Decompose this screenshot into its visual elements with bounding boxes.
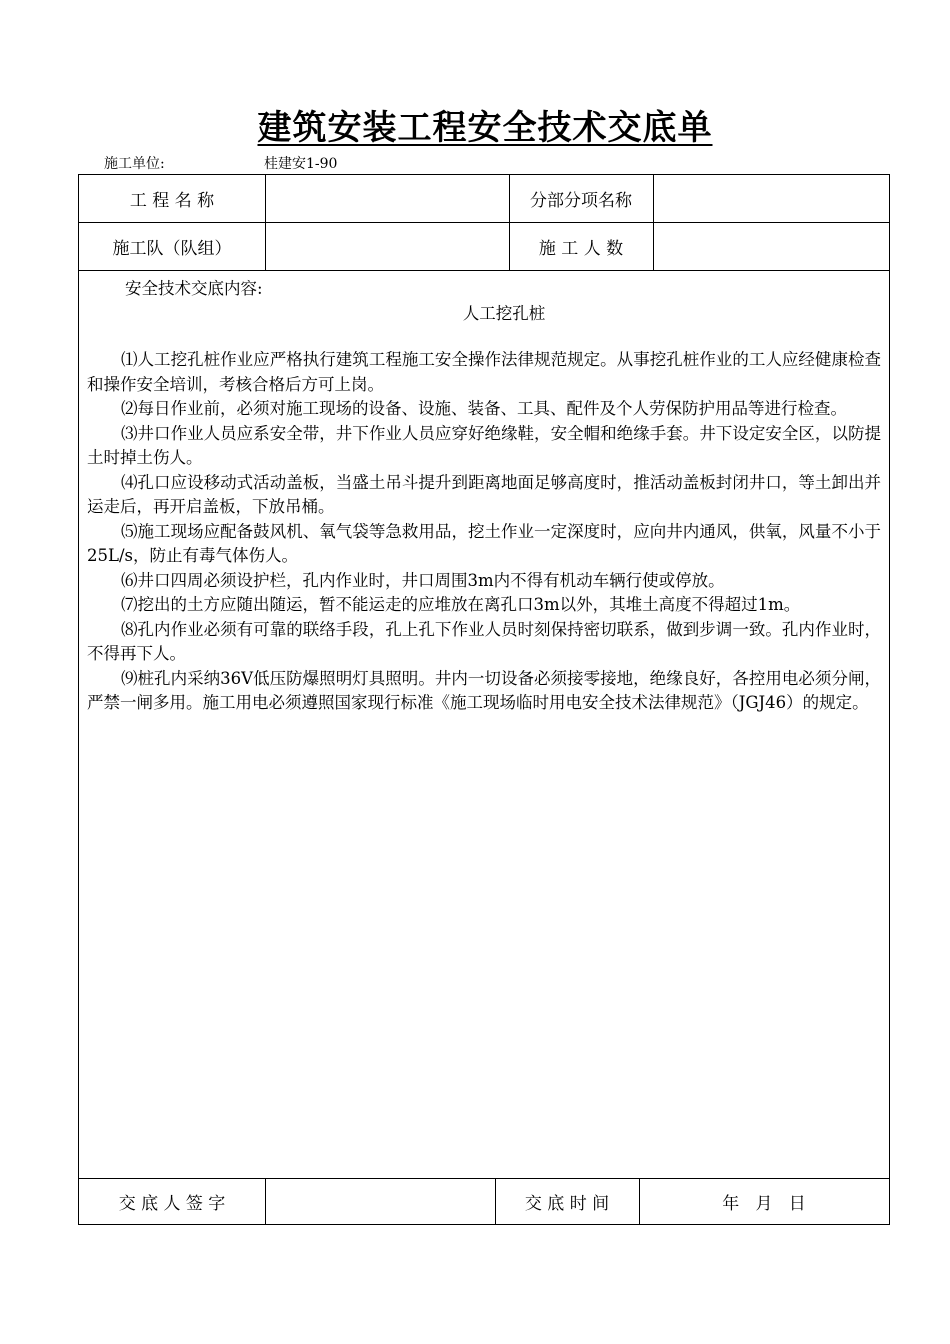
- safety-item: ⑷孔口应设移动式活动盖板，当盛土吊斗提升到距离地面足够高度时，推活动盖板封闭井口，等土卸出并运走后，再开启盖板，下放吊桶。: [87, 472, 881, 516]
- safety-content-label: 安全技术交底内容:: [125, 279, 263, 298]
- subitem-name-field[interactable]: [653, 175, 889, 222]
- team-label: 施工队（队组）: [112, 238, 232, 259]
- workers-count-field[interactable]: [653, 222, 889, 270]
- workers-count-label: 施 工 人 数: [538, 238, 624, 259]
- safety-content-section: [79, 271, 889, 716]
- team-field[interactable]: [265, 222, 509, 270]
- project-name-label: 工 程 名 称: [129, 191, 215, 211]
- safety-item: ⑶井口作业人员应系安全带，井下作业人员应穿好绝缘鞋，安全帽和绝缘手套。井下设定安全区，以防提土时掉土伤人。: [87, 423, 881, 467]
- signer-label: 交 底 人 签 字: [118, 1194, 226, 1214]
- construction-unit-value: 桂建安1-90: [264, 156, 338, 172]
- safety-item: ⑸施工现场应配备鼓风机、氧气袋等急救用品，挖土作业一定深度时，应向井内通风，供氧，风量不小于25L/s，防止有毒气体伤人。: [87, 521, 881, 565]
- disclosure-time-label: 交 底 时 间: [524, 1194, 610, 1214]
- document-title: 建筑安装工程安全技术交底单: [257, 108, 713, 148]
- safety-item: ⑻孔内作业必须有可靠的联络手段，孔上孔下作业人员时刻保持密切联系，做到步调一致。孔内作业时，不得再下人。: [87, 619, 881, 663]
- safety-item: ⑼桩孔内采纳36V低压防爆照明灯具照明。井内一切设备必须接零接地，绝缘良好，各控用电必须分闸，严禁一闸多用。施工用电必须遵照国家现行标准《施工现场临时用电安全技术法律规范》（JGJ46）的规定。: [87, 668, 881, 712]
- safety-item: ⑹井口四周必须设护栏，孔内作业时，井口周围3m内不得有机动车辆行使或停放。: [121, 570, 725, 590]
- safety-item: ⑴人工挖孔桩作业应严格执行建筑工程施工安全操作法律规范规定。从事挖孔桩作业的工人应经健康检查和操作安全培训，考核合格后方可上岗。: [87, 350, 881, 394]
- safety-item: ⑵每日作业前，必须对施工现场的设备、设施、装备、工具、配件及个人劳保防护用品等进行检查。: [121, 399, 847, 418]
- construction-unit-label: 施工单位:: [104, 156, 165, 172]
- subitem-name-label: 分部分项名称: [530, 191, 632, 211]
- disclosure-date-field[interactable]: 年 月 日: [722, 1194, 806, 1214]
- safety-item: ⑺挖出的土方应随出随运，暂不能运走的应堆放在离孔口3m以外，其堆土高度不得超过1m。: [121, 595, 801, 614]
- safety-content-title: 人工挖孔桩: [462, 303, 546, 323]
- disclosure-form-table: [78, 174, 890, 1225]
- signer-field[interactable]: [265, 1178, 495, 1225]
- project-name-field[interactable]: [265, 175, 509, 222]
